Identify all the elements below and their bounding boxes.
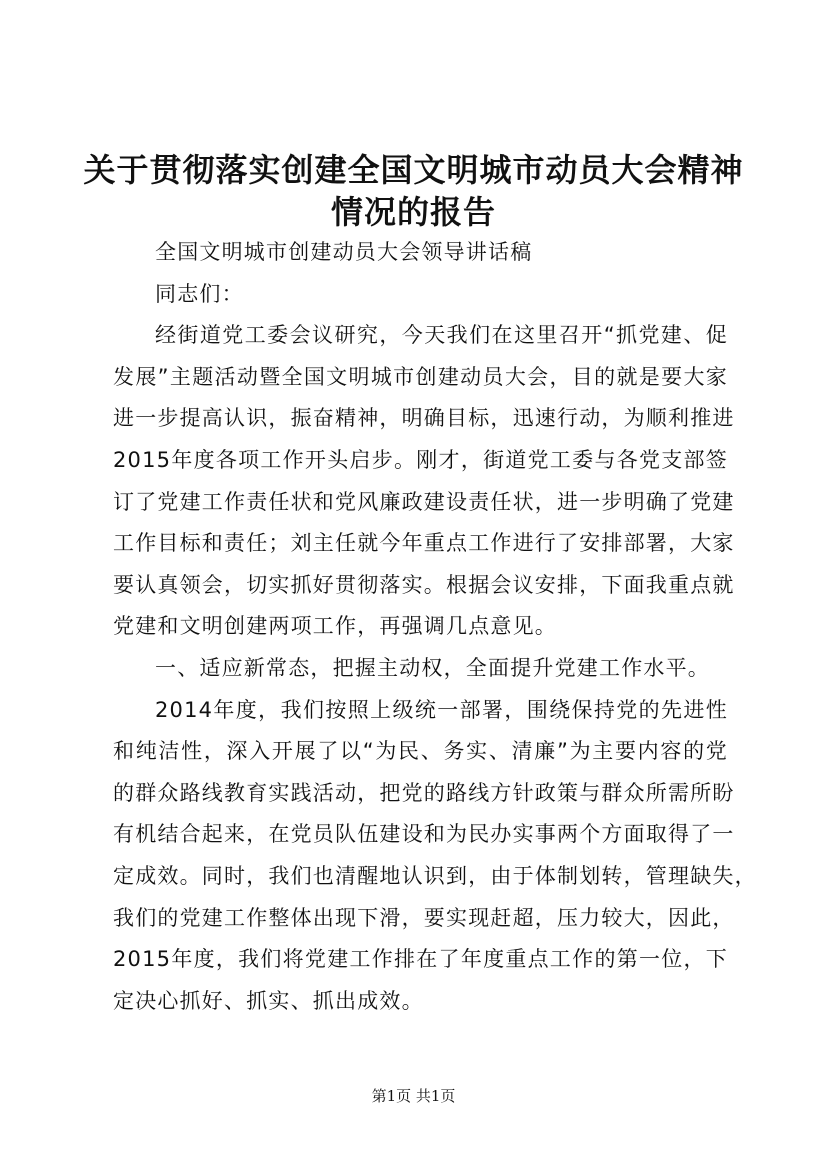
salutation-line: 同志们： xyxy=(155,281,244,306)
paragraph-line: 党建和文明创建两项工作，再强调几点意见。 xyxy=(113,614,557,639)
paragraph-line: 我们的党建工作整体出现下滑，要实现赶超，压力较大，因此， xyxy=(113,905,735,930)
paragraph-line: 工作目标和责任；刘主任就今年重点工作进行了安排部署，大家 xyxy=(113,531,735,556)
paragraph-line: 定成效。同时，我们也清醒地认识到，由于体制划转，管理缺失， xyxy=(113,863,757,888)
document-body xyxy=(113,232,757,1022)
paragraph-line: 2015年度，我们将党建工作排在了年度重点工作的第一位，下 xyxy=(113,947,728,972)
paragraph-line: 定决心抓好、抓实、抓出成效。 xyxy=(113,988,424,1013)
paragraph-line: 2015年度各项工作开头启步。刚才，街道党工委与各党支部签 xyxy=(113,447,728,472)
paragraph-line: 2014年度，我们按照上级统一部署，围绕保持党的先进性 xyxy=(155,697,728,722)
paragraph-line: 发展”主题活动暨全国文明城市创建动员大会，目的就是要大家 xyxy=(113,364,728,389)
paragraph-line: 的群众路线教育实践活动，把党的路线方针政策与群众所需所盼 xyxy=(113,780,735,805)
subtitle-line: 全国文明城市创建动员大会领导讲话稿 xyxy=(155,240,533,264)
paragraph-line: 有机结合起来，在党员队伍建设和为民办实事两个方面取得了一 xyxy=(113,822,735,847)
section-heading: 一、适应新常态，把握主动权，全面提升党建工作水平。 xyxy=(155,655,710,680)
paragraph-line: 订了党建工作责任状和党风廉政建设责任状，进一步明确了党建 xyxy=(113,489,735,514)
document-title-line-1: 关于贯彻落实创建全国文明城市动员大会精神 xyxy=(83,151,744,189)
paragraph-line: 经街道党工委会议研究，今天我们在这里召开“抓党建、促 xyxy=(155,323,728,348)
paragraph-line: 要认真领会，切实抓好贯彻落实。根据会议安排，下面我重点就 xyxy=(113,572,735,597)
paragraph-line: 进一步提高认识，振奋精神，明确目标，迅速行动，为顺利推进 xyxy=(113,406,735,431)
paragraph-line: 和纯洁性，深入开展了以“为民、务实、清廉”为主要内容的党 xyxy=(113,739,728,764)
page-footer: 第1页 共1页 xyxy=(371,1087,456,1105)
document-title-line-2: 情况的报告 xyxy=(330,193,496,231)
